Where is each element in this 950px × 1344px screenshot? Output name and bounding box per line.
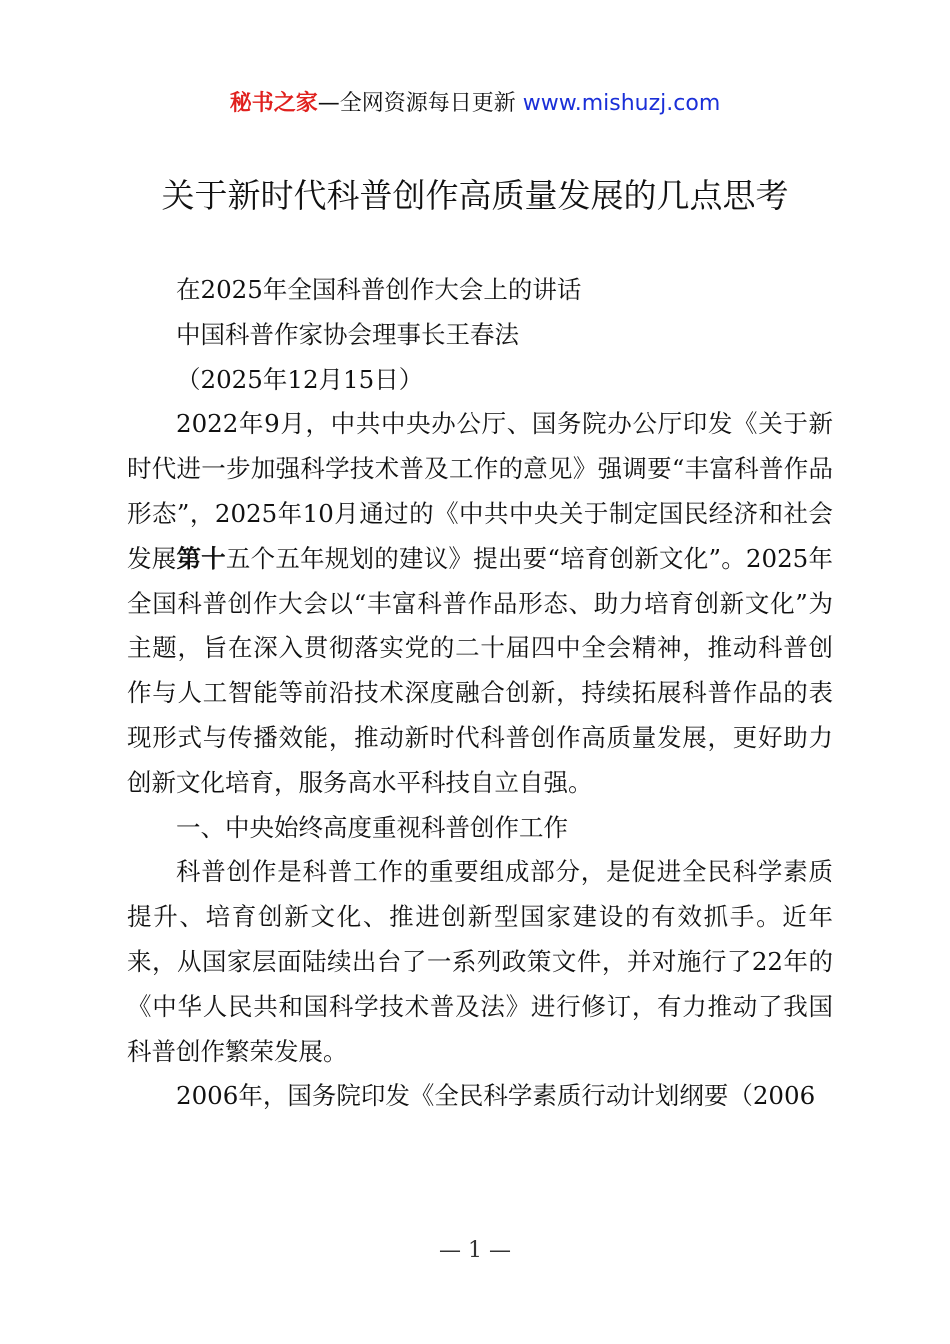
document-title: 关于新时代科普创作高质量发展的几点思考 <box>161 176 789 215</box>
bold-text: 第十 <box>176 543 226 573</box>
speaker-line: 中国科普作家协会理事长王春法 <box>176 319 519 349</box>
brand-name: 秘书之家 <box>229 91 318 116</box>
page-number-text: — 1 — <box>439 1238 511 1263</box>
speech-occasion: 在2025年全国科普创作大会上的讲话 <box>176 275 582 304</box>
site-banner <box>0 88 950 120</box>
page-number <box>0 1238 950 1263</box>
site-url-link[interactable]: www.mishuzj.com <box>522 91 721 116</box>
speech-date: （2025年12月15日） <box>176 364 424 394</box>
banner-tagline: —全网资源每日更新 <box>317 91 516 116</box>
paragraph-text: 五个五年规划的建议》提出要“培育创新文化”。2025年全国科普创作大会以“丰富科普作品形态、助力培育创新文化”为主题，旨在深入贯彻落实党的二十届四中全会精神，推动科普创作与人工智能等前沿技术深度融合创新，持续拓展科普作品的表现形式与传播效能，推动新时代科普创作高质量发展，更好助力创新文化培育，服务高水平科技自立自强。 <box>127 543 833 797</box>
section-heading: 一、中央始终高度重视科普创作工作 <box>176 812 568 842</box>
document-body <box>127 268 833 1119</box>
paragraph-text: 2022年9月，中共中央办公厅、国务院办公厅印发《关于新时代进一步加强科学技术普及工作的意见》强调要“丰富科普作品形态”，2025年10月通过的《中共中央关于制定国民经济和社会发展 <box>127 409 833 573</box>
paragraph: 2006年，国务院印发《全民科学素质行动计划纲要（2006 <box>176 1081 816 1111</box>
paragraph <box>127 402 833 805</box>
paragraph: 科普创作是科普工作的重要组成部分，是促进全民科学素质提升、培育创新文化、推进创新型国家建设的有效抓手。近年来，从国家层面陆续出台了一系列政策文件，并对施行了22年的《中华人民共和国科学技术普及法》进行修订，有力推动了我国科普创作繁荣发展。 <box>127 857 833 1066</box>
